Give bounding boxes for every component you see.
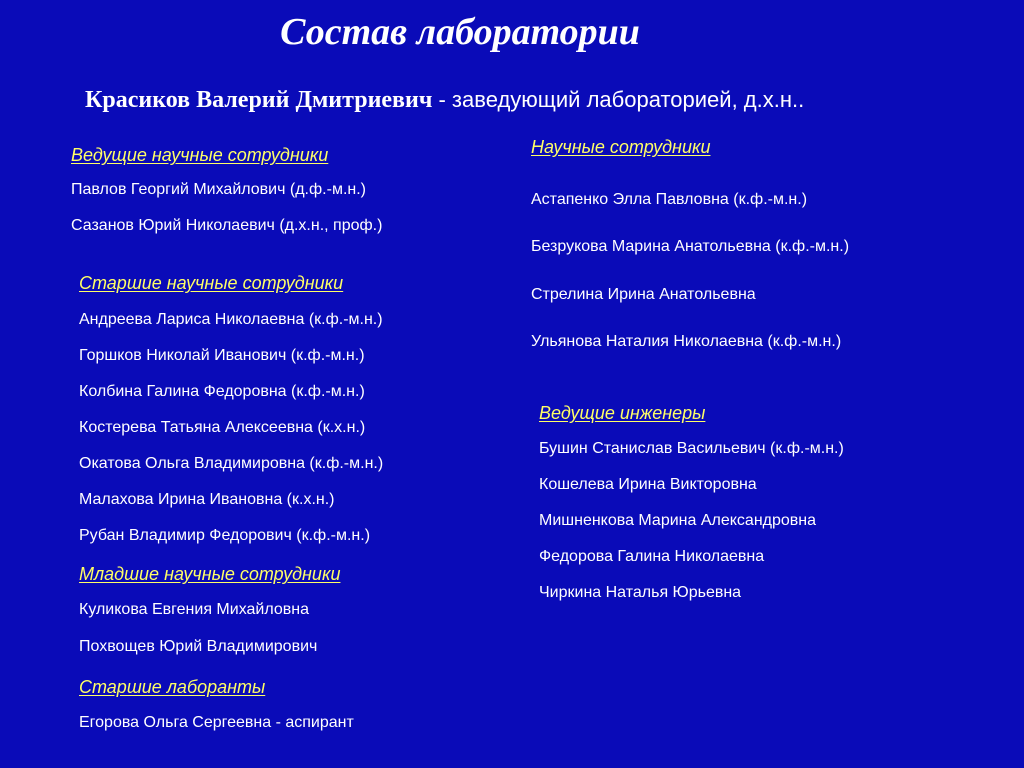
person-item: Рубан Владимир Федорович (к.ф.-м.н.) — [79, 527, 371, 544]
person-item: Колбина Галина Федоровна (к.ф.-м.н.) — [79, 383, 365, 400]
person-item: Бушин Станислав Васильевич (к.ф.-м.н.) — [539, 440, 844, 457]
section-title-leading-researchers: Ведущие научные сотрудники — [71, 145, 329, 165]
person-item: Костерева Татьяна Алексеевна (к.х.н.) — [79, 419, 366, 436]
person-item: Чиркина Наталья Юрьевна — [539, 584, 742, 601]
person-item: Окатова Ольга Владимировна (к.ф.-м.н.) — [79, 455, 384, 472]
person-item: Малахова Ирина Ивановна (к.х.н.) — [79, 491, 335, 508]
person-item: Кошелева Ирина Викторовна — [539, 476, 757, 493]
section-title-leading-engineers: Ведущие инженеры — [539, 403, 706, 423]
person-item: Егорова Ольга Сергеевна - аспирант — [79, 714, 354, 731]
person-item: Ульянова Наталия Николаевна (к.ф.-м.н.) — [531, 333, 842, 350]
page-title: Состав лаборатории — [280, 11, 640, 53]
person-item: Горшков Николай Иванович (к.ф.-м.н.) — [79, 347, 365, 364]
person-item: Стрелина Ирина Анатольевна — [531, 286, 756, 303]
person-item: Похвощев Юрий Владимирович — [79, 638, 318, 655]
person-item: Павлов Георгий Михайлович (д.ф.-м.н.) — [71, 181, 366, 198]
person-item: Астапенко Элла Павловна (к.ф.-м.н.) — [531, 191, 808, 208]
person-item: Андреева Лариса Николаевна (к.ф.-м.н.) — [79, 311, 383, 328]
section-title-junior-researchers: Младшие научные сотрудники — [79, 564, 341, 584]
person-item: Мишненкова Марина Александровна — [539, 512, 817, 529]
person-item: Федорова Галина Николаевна — [539, 548, 765, 565]
section-title-senior-lab-assistants: Старшие лаборанты — [79, 677, 266, 697]
lab-head — [85, 85, 804, 115]
person-item: Сазанов Юрий Николаевич (д.х.н., проф.) — [71, 217, 383, 234]
section-title-senior-researchers: Старшие научные сотрудники — [79, 273, 344, 293]
person-item: Куликова Евгения Михайловна — [79, 601, 309, 618]
section-title-researchers: Научные сотрудники — [531, 137, 711, 157]
lab-head-role: - заведующий лабораторией, д.х.н.. — [432, 87, 805, 112]
lab-head-name: Красиков Валерий Дмитриевич — [85, 87, 433, 113]
person-item: Безрукова Марина Анатольевна (к.ф.-м.н.) — [531, 238, 850, 255]
